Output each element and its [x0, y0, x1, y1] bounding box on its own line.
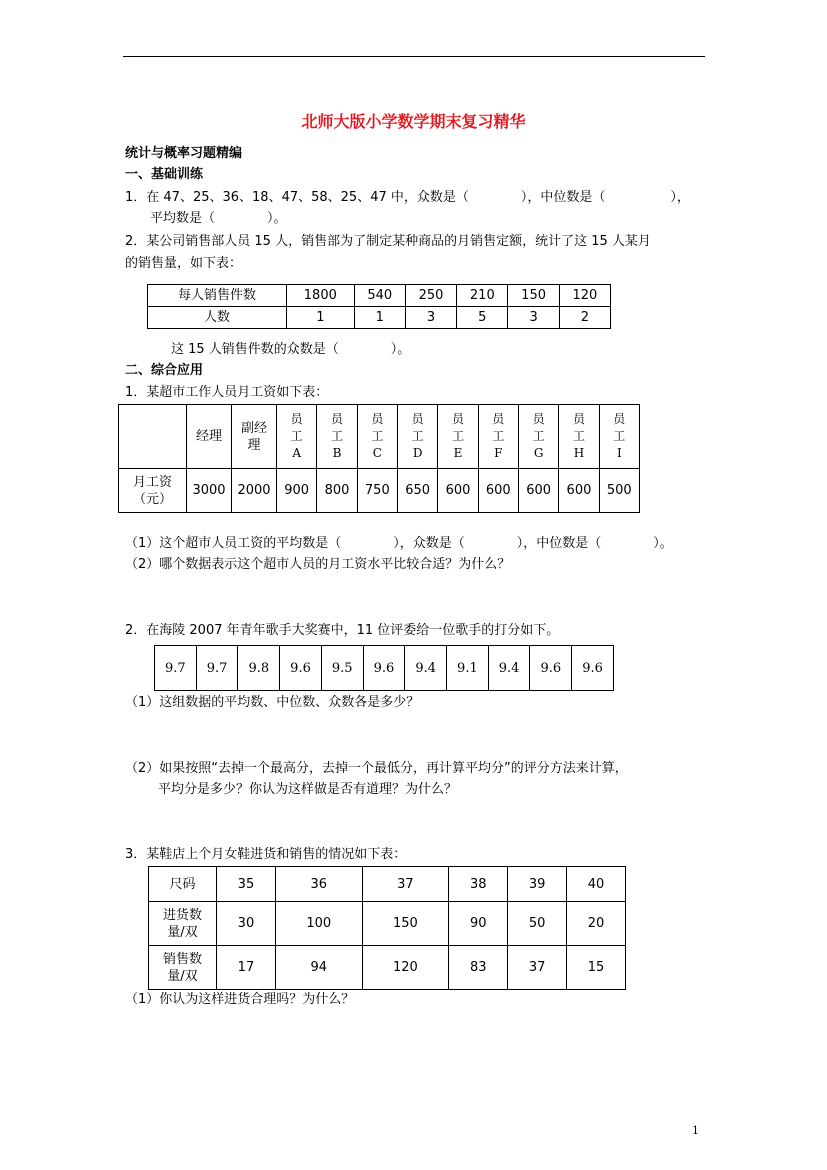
table-cell: 9.8 — [238, 646, 280, 691]
table-cell: 210 — [457, 285, 508, 307]
table-cell: 员 工 B — [317, 405, 357, 469]
table-cell: 员 工 C — [357, 405, 397, 469]
salary-table — [118, 404, 640, 513]
question-1-line-2: 平均数是（ ）。 — [150, 211, 287, 226]
table-cell: 9.4 — [405, 646, 447, 691]
section-heading-applied: 二、综合应用 — [125, 363, 204, 378]
table-cell: 员 工 I — [599, 405, 639, 469]
table-cell: 9.7 — [155, 646, 197, 691]
table-cell: 副经 理 — [232, 405, 277, 469]
section-heading-basic: 一、基础训练 — [125, 167, 204, 182]
table-cell: 9.7 — [196, 646, 238, 691]
table-cell: 3 — [405, 307, 456, 329]
table-cell: 员 工 H — [559, 405, 599, 469]
table-cell: 83 — [449, 946, 508, 990]
table-cell: 9.6 — [363, 646, 405, 691]
table-cell: 月工资 （元） — [119, 469, 187, 513]
table-cell: 尺码 — [149, 867, 217, 902]
table-cell: 9.5 — [321, 646, 363, 691]
table-cell: 600 — [478, 469, 518, 513]
table-cell: 100 — [275, 902, 362, 946]
table-cell: 1800 — [287, 285, 355, 307]
table-cell: 150 — [508, 285, 559, 307]
subtitle: 统计与概率习题精编 — [125, 146, 243, 161]
table-cell: 900 — [277, 469, 317, 513]
table-cell: 35 — [217, 867, 276, 902]
table-cell: 1 — [287, 307, 355, 329]
table-cell: 39 — [508, 867, 567, 902]
question-4-sub-2-line-1: （2）如果按照“去掉一个最高分，去掉一个最低分，再计算平均分”的评分方法来计算， — [125, 761, 628, 776]
table-cell: 90 — [449, 902, 508, 946]
table-cell: 600 — [518, 469, 558, 513]
question-1-line-1: 1．在 47、25、36、18、47、58、25、47 中，众数是（ ），中位数是（ ）， — [125, 190, 690, 205]
table-cell — [119, 405, 187, 469]
table-cell: 进货数 量/双 — [149, 902, 217, 946]
table-cell: 3000 — [187, 469, 232, 513]
table-cell: 600 — [438, 469, 478, 513]
question-2-line-2: 的销售量，如下表： — [125, 256, 243, 271]
table-cell: 120 — [362, 946, 449, 990]
table-cell: 600 — [559, 469, 599, 513]
table-cell: 650 — [397, 469, 437, 513]
table-cell: 94 — [275, 946, 362, 990]
table-cell: 9.4 — [488, 646, 530, 691]
question-5-line-1: 3．某鞋店上个月女鞋进货和销售的情况如下表： — [125, 847, 407, 862]
table-cell: 750 — [357, 469, 397, 513]
table-cell: 30 — [217, 902, 276, 946]
table-cell: 员 工 E — [438, 405, 478, 469]
table-cell: 9.6 — [572, 646, 614, 691]
table-cell: 员 工 D — [397, 405, 437, 469]
table-cell: 20 — [567, 902, 626, 946]
table-cell: 15 — [567, 946, 626, 990]
table-cell: 员 工 F — [478, 405, 518, 469]
shoe-table — [148, 866, 626, 990]
table-cell: 1 — [354, 307, 405, 329]
question-2-answer: 这 15 人销售件数的众数是（ ）。 — [171, 342, 411, 357]
table-cell: 3 — [508, 307, 559, 329]
table-cell: 38 — [449, 867, 508, 902]
table-cell: 5 — [457, 307, 508, 329]
table-cell: 37 — [362, 867, 449, 902]
question-2-line-1: 2．某公司销售部人员 15 人，销售部为了制定某种商品的月销售定额，统计了这 15 人某月 — [125, 234, 651, 249]
table-cell: 销售数 量/双 — [149, 946, 217, 990]
header-rule — [123, 56, 705, 57]
table-cell: 540 — [354, 285, 405, 307]
table-cell: 36 — [275, 867, 362, 902]
question-4-line-1: 2．在海陵 2007 年青年歌手大奖赛中，11 位评委给一位歌手的打分如下。 — [125, 623, 560, 638]
table-cell: 37 — [508, 946, 567, 990]
table-cell: 2000 — [232, 469, 277, 513]
page-title: 北师大版小学数学期末复习精华 — [301, 112, 526, 131]
question-4-sub-2-line-2: 平均分是多少？你认为这样做是否有道理？为什么？ — [158, 782, 458, 797]
table-cell: 500 — [599, 469, 639, 513]
scores-table — [154, 645, 614, 691]
question-5-sub-1: （1）你认为这样进货合理吗？为什么？ — [125, 992, 355, 1007]
table-cell: 员 工 A — [277, 405, 317, 469]
page-number: 1 — [692, 1124, 699, 1137]
table-cell: 40 — [567, 867, 626, 902]
table-cell: 17 — [217, 946, 276, 990]
table-cell: 150 — [362, 902, 449, 946]
table-cell: 员 工 G — [518, 405, 558, 469]
question-3-sub-2: （2）哪个数据表示这个超市人员的月工资水平比较合适？为什么？ — [125, 557, 511, 572]
question-3-sub-1: （1）这个超市人员工资的平均数是（ ），众数是（ ），中位数是（ ）。 — [125, 536, 673, 551]
table-cell: 人数 — [148, 307, 287, 329]
table-cell: 50 — [508, 902, 567, 946]
table-cell: 9.1 — [447, 646, 489, 691]
table-cell: 每人销售件数 — [148, 285, 287, 307]
question-3-line-1: 1．某超市工作人员月工资如下表： — [125, 385, 329, 400]
table-cell: 800 — [317, 469, 357, 513]
table-cell: 250 — [405, 285, 456, 307]
table-cell: 9.6 — [280, 646, 322, 691]
table-cell: 经理 — [187, 405, 232, 469]
table-cell: 2 — [559, 307, 610, 329]
sales-table — [147, 284, 611, 329]
question-4-sub-1: （1）这组数据的平均数、中位数、众数各是多少？ — [125, 695, 420, 710]
table-cell: 120 — [559, 285, 610, 307]
table-cell: 9.6 — [530, 646, 572, 691]
